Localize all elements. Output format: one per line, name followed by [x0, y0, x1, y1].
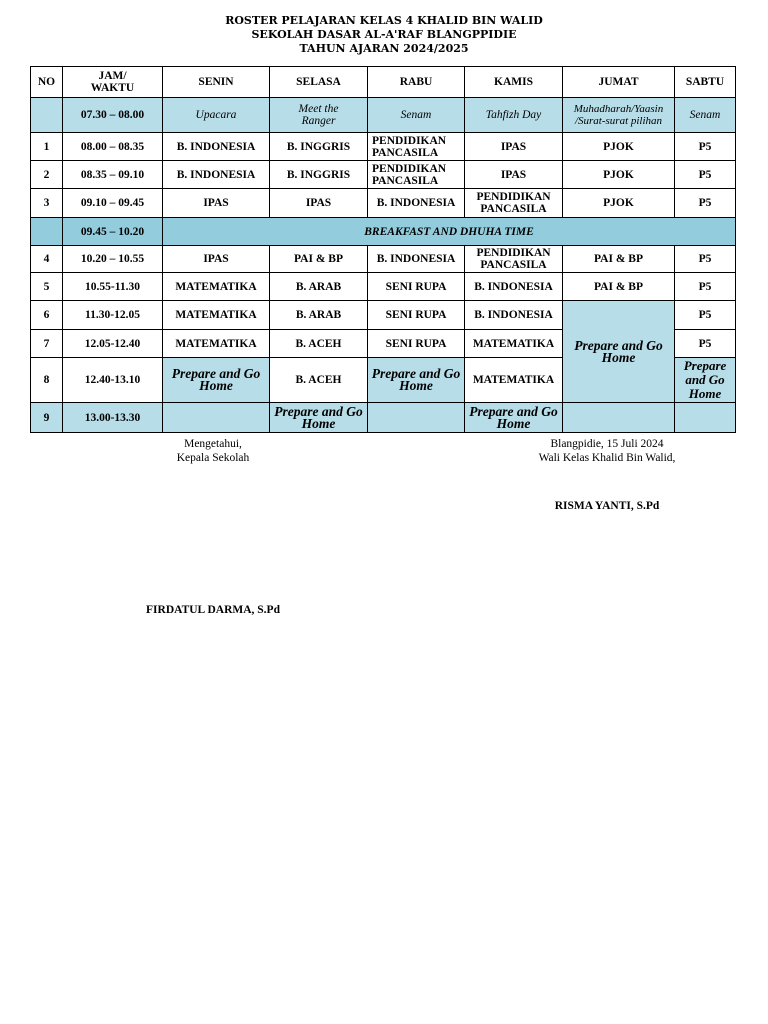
cell-senin: IPAS	[163, 189, 270, 218]
cell-rabu: B. INDONESIA	[368, 189, 465, 218]
cell-jumat-prepare	[563, 301, 675, 403]
cell-rabu-line1: PENDIDIKAN	[372, 162, 447, 175]
cell-jumat: PJOK	[563, 161, 675, 189]
cell-time: 12.40-13.10	[63, 358, 163, 403]
cell-kamis-line2: PANCASILA	[480, 203, 547, 215]
table-row-5	[31, 273, 736, 301]
cell-kamis: Tahfizh Day	[465, 98, 563, 133]
cell-selasa: B. INGGRIS	[270, 133, 368, 161]
cell-no: 4	[31, 246, 63, 273]
col-sabtu: SABTU	[675, 67, 736, 98]
cell-senin: Upacara	[163, 98, 270, 133]
table-row-6	[31, 301, 736, 330]
cell-rabu: SENI RUPA	[368, 301, 465, 330]
signature-left	[113, 437, 313, 465]
cell-sabtu: P5	[675, 133, 736, 161]
signature-right-name-block	[487, 499, 727, 513]
cell-senin: B. INDONESIA	[163, 133, 270, 161]
table-row-3	[31, 189, 736, 218]
prepare-line2: Home	[301, 415, 336, 431]
col-jumat: JUMAT	[563, 67, 675, 98]
table-row-2	[31, 161, 736, 189]
prepare-line1: Prepare and Go	[371, 366, 461, 381]
cell-time: 08.00 – 08.35	[63, 133, 163, 161]
cell-rabu: SENI RUPA	[368, 273, 465, 301]
prepare-line3: Home	[688, 386, 722, 401]
cell-selasa: B. ACEH	[270, 330, 368, 358]
col-jam-line1: JAM/	[98, 70, 127, 82]
cell-jumat: PAI & BP	[563, 273, 675, 301]
cell-kamis-line1: PENDIDIKAN	[476, 247, 551, 259]
cell-rabu: Senam	[368, 98, 465, 133]
table-row-1	[31, 133, 736, 161]
table-row-break	[31, 218, 736, 246]
col-jam-line2: WAKTU	[90, 82, 135, 94]
document-title	[0, 14, 768, 56]
cell-time: 10.20 – 10.55	[63, 246, 163, 273]
cell-sabtu: P5	[675, 301, 736, 330]
cell-no: 5	[31, 273, 63, 301]
cell-jumat	[563, 98, 675, 133]
cell-senin-prepare	[163, 358, 270, 403]
cell-kamis-line2: PANCASILA	[480, 259, 547, 271]
prepare-line2: Home	[199, 378, 233, 393]
cell-selasa: B. ARAB	[270, 273, 368, 301]
table-row-4	[31, 246, 736, 273]
cell-jumat-line1: Muhadharah/Yaasin	[573, 103, 664, 115]
prepare-line1: Prepare and Go	[274, 403, 363, 419]
cell-senin: MATEMATIKA	[163, 330, 270, 358]
col-senin: SENIN	[163, 67, 270, 98]
signature-left-name-block	[113, 603, 313, 617]
cell-rabu-line2: PANCASILA	[372, 174, 439, 187]
cell-sabtu: P5	[675, 161, 736, 189]
cell-rabu	[368, 403, 465, 433]
cell-time: 12.05-12.40	[63, 330, 163, 358]
cell-selasa: B. ARAB	[270, 301, 368, 330]
cell-time: 10.55-11.30	[63, 273, 163, 301]
cell-no	[31, 218, 63, 246]
table-row-9	[31, 403, 736, 433]
cell-time: 09.10 – 09.45	[63, 189, 163, 218]
col-jam	[63, 67, 163, 98]
cell-no: 7	[31, 330, 63, 358]
cell-rabu-line2: PANCASILA	[372, 146, 439, 159]
cell-selasa	[270, 98, 368, 133]
cell-rabu	[368, 133, 465, 161]
cell-kamis: B. INDONESIA	[465, 273, 563, 301]
prepare-line2: Home	[601, 349, 636, 365]
cell-senin: MATEMATIKA	[163, 301, 270, 330]
signature-right-line1: Blangpidie, 15 Juli 2024	[550, 438, 664, 450]
cell-sabtu: Senam	[675, 98, 736, 133]
cell-time: 09.45 – 10.20	[63, 218, 163, 246]
prepare-line1: Prepare and Go	[171, 366, 261, 381]
cell-kamis: IPAS	[465, 161, 563, 189]
cell-selasa: B. ACEH	[270, 358, 368, 403]
cell-jumat: PJOK	[563, 133, 675, 161]
cell-senin: MATEMATIKA	[163, 273, 270, 301]
col-no: NO	[31, 67, 63, 98]
cell-time: 13.00-13.30	[63, 403, 163, 433]
cell-kamis: B. INDONESIA	[465, 301, 563, 330]
cell-selasa: B. INGGRIS	[270, 161, 368, 189]
break-label: BREAKFAST AND DHUHA TIME	[163, 218, 736, 246]
cell-jumat: PJOK	[563, 189, 675, 218]
cell-no: 8	[31, 358, 63, 403]
prepare-line1: Prepare and Go	[574, 337, 663, 353]
cell-no	[31, 98, 63, 133]
cell-selasa: PAI & BP	[270, 246, 368, 273]
roster-table	[30, 66, 736, 433]
cell-kamis	[465, 189, 563, 218]
cell-jumat	[563, 403, 675, 433]
cell-kamis: IPAS	[465, 133, 563, 161]
prepare-line2: Home	[496, 415, 531, 431]
signature-left-name: FIRDATUL DARMA, S.Pd	[146, 604, 280, 616]
cell-kamis-prepare	[465, 403, 563, 433]
cell-kamis-line1: PENDIDIKAN	[476, 191, 551, 203]
prepare-line1: Prepare and Go	[469, 403, 558, 419]
cell-kamis	[465, 246, 563, 273]
signature-right	[487, 437, 727, 465]
prepare-line2: Home	[399, 378, 433, 393]
cell-sabtu: P5	[675, 273, 736, 301]
prepare-line1: Prepare	[683, 358, 727, 373]
cell-rabu: SENI RUPA	[368, 330, 465, 358]
cell-kamis: MATEMATIKA	[465, 330, 563, 358]
cell-no: 1	[31, 133, 63, 161]
title-line-3: TAHUN AJARAN 2024/2025	[299, 42, 469, 55]
cell-jumat: PAI & BP	[563, 246, 675, 273]
cell-time: 08.35 – 09.10	[63, 161, 163, 189]
cell-rabu: B. INDONESIA	[368, 246, 465, 273]
cell-selasa-line2: Ranger	[301, 115, 336, 127]
cell-time: 11.30-12.05	[63, 301, 163, 330]
cell-time: 07.30 – 08.00	[63, 98, 163, 133]
cell-no: 3	[31, 189, 63, 218]
signature-right-line2: Wali Kelas Khalid Bin Walid,	[538, 452, 676, 464]
cell-kamis: MATEMATIKA	[465, 358, 563, 403]
cell-senin: IPAS	[163, 246, 270, 273]
cell-sabtu: P5	[675, 330, 736, 358]
cell-rabu-line1: PENDIDIKAN	[372, 134, 447, 147]
title-line-2: SEKOLAH DASAR AL-A'RAF BLANGPPIDIE	[251, 28, 517, 41]
cell-rabu	[368, 161, 465, 189]
col-kamis: KAMIS	[465, 67, 563, 98]
cell-jumat-line2: /Surat-surat pilihan	[574, 115, 663, 127]
cell-senin	[163, 403, 270, 433]
cell-selasa-line1: Meet the	[298, 103, 339, 115]
header-row	[31, 67, 736, 98]
col-selasa: SELASA	[270, 67, 368, 98]
prepare-line2: and Go	[685, 372, 725, 387]
cell-sabtu: P5	[675, 189, 736, 218]
cell-selasa: IPAS	[270, 189, 368, 218]
cell-sabtu: P5	[675, 246, 736, 273]
signature-right-name: RISMA YANTI, S.Pd	[554, 500, 660, 512]
cell-selasa-prepare	[270, 403, 368, 433]
cell-rabu-prepare	[368, 358, 465, 403]
signature-left-line1: Mengetahui,	[184, 438, 242, 450]
title-line-1: ROSTER PELAJARAN KELAS 4 KHALID BIN WALID	[225, 14, 543, 27]
cell-no: 6	[31, 301, 63, 330]
cell-senin: B. INDONESIA	[163, 161, 270, 189]
cell-no: 9	[31, 403, 63, 433]
table-row-opening	[31, 98, 736, 133]
cell-sabtu-prepare	[675, 358, 736, 403]
cell-sabtu	[675, 403, 736, 433]
cell-no: 2	[31, 161, 63, 189]
col-rabu: RABU	[368, 67, 465, 98]
signature-left-line2: Kepala Sekolah	[176, 452, 250, 464]
